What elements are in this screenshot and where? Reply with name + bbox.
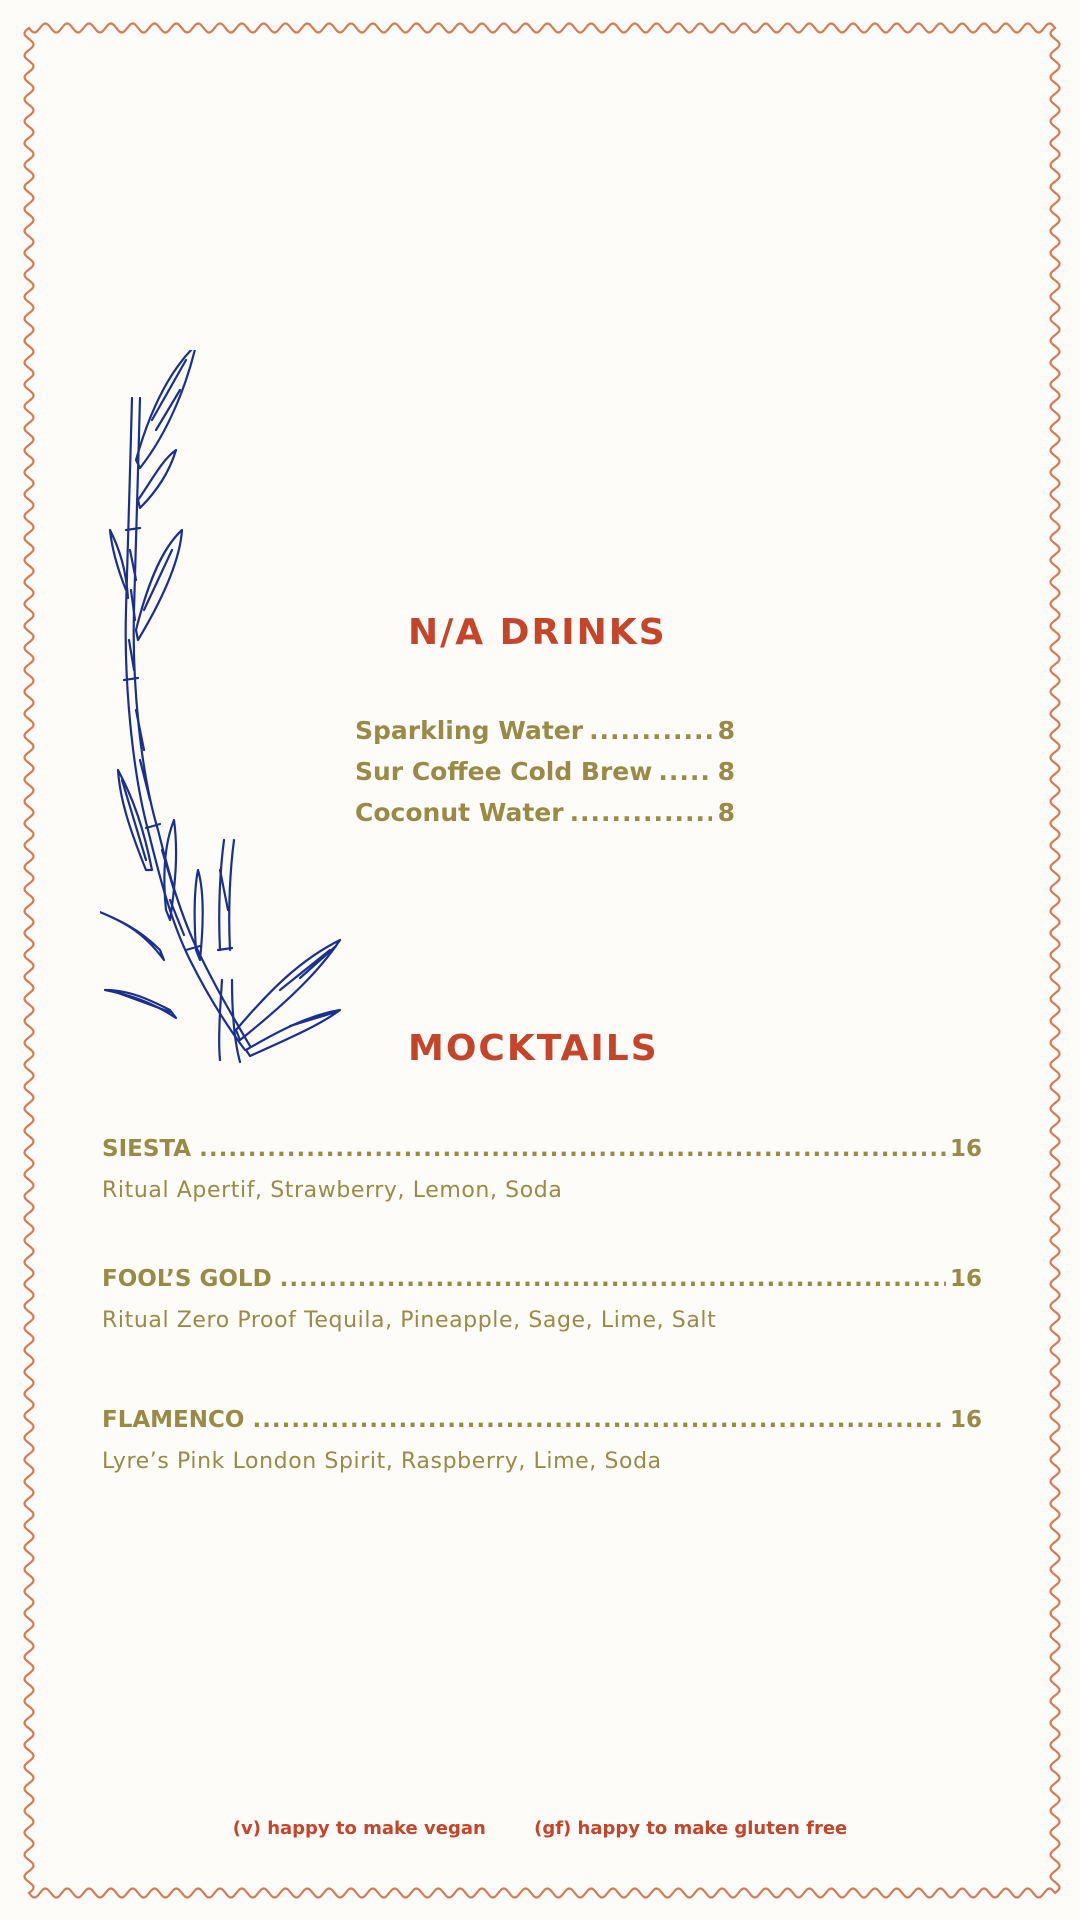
item-name: FOOL’S GOLD (102, 1266, 272, 1292)
gluten-free-note: (gf) happy to make gluten free (534, 1818, 848, 1839)
dietary-notes (0, 1818, 1080, 1839)
item-price: 8 (717, 798, 735, 827)
item-row (102, 1136, 982, 1162)
na-drinks-title: N/A DRINKS (408, 612, 667, 653)
mocktails-title: MOCKTAILS (408, 1028, 659, 1069)
item-description: Lyre’s Pink London Spirit, Raspberry, Lime, Soda (102, 1449, 662, 1474)
item-price: 8 (717, 757, 735, 786)
list-item (102, 1266, 982, 1333)
item-price: 8 (717, 716, 735, 745)
item-name: Sur Coffee Cold Brew (355, 757, 653, 786)
item-row (102, 1407, 982, 1433)
vegan-note: (v) happy to make vegan (232, 1818, 486, 1839)
item-name: SIESTA (102, 1136, 192, 1162)
item-name: Coconut Water (355, 798, 564, 827)
list-item (102, 1136, 982, 1203)
item-row (102, 1266, 982, 1292)
item-price: 16 (949, 1266, 982, 1292)
list-item (355, 757, 735, 798)
item-price: 16 (949, 1407, 982, 1433)
item-description: Ritual Zero Proof Tequila, Pineapple, Sage, Lime, Salt (102, 1308, 717, 1333)
leader-dots (658, 757, 711, 786)
na-drinks-list (355, 716, 735, 839)
item-price: 16 (949, 1136, 982, 1162)
bamboo-sprig-icon (100, 350, 380, 1070)
leader-dots (589, 716, 712, 745)
list-item (355, 716, 735, 757)
list-item (355, 798, 735, 839)
item-name: FLAMENCO (102, 1407, 245, 1433)
leader-dots (252, 1407, 946, 1433)
item-name: Sparkling Water (355, 716, 584, 745)
leader-dots (570, 798, 712, 827)
item-description: Ritual Apertif, Strawberry, Lemon, Soda (102, 1178, 563, 1203)
leader-dots (280, 1266, 946, 1292)
leader-dots (199, 1136, 946, 1162)
list-item (102, 1407, 982, 1474)
